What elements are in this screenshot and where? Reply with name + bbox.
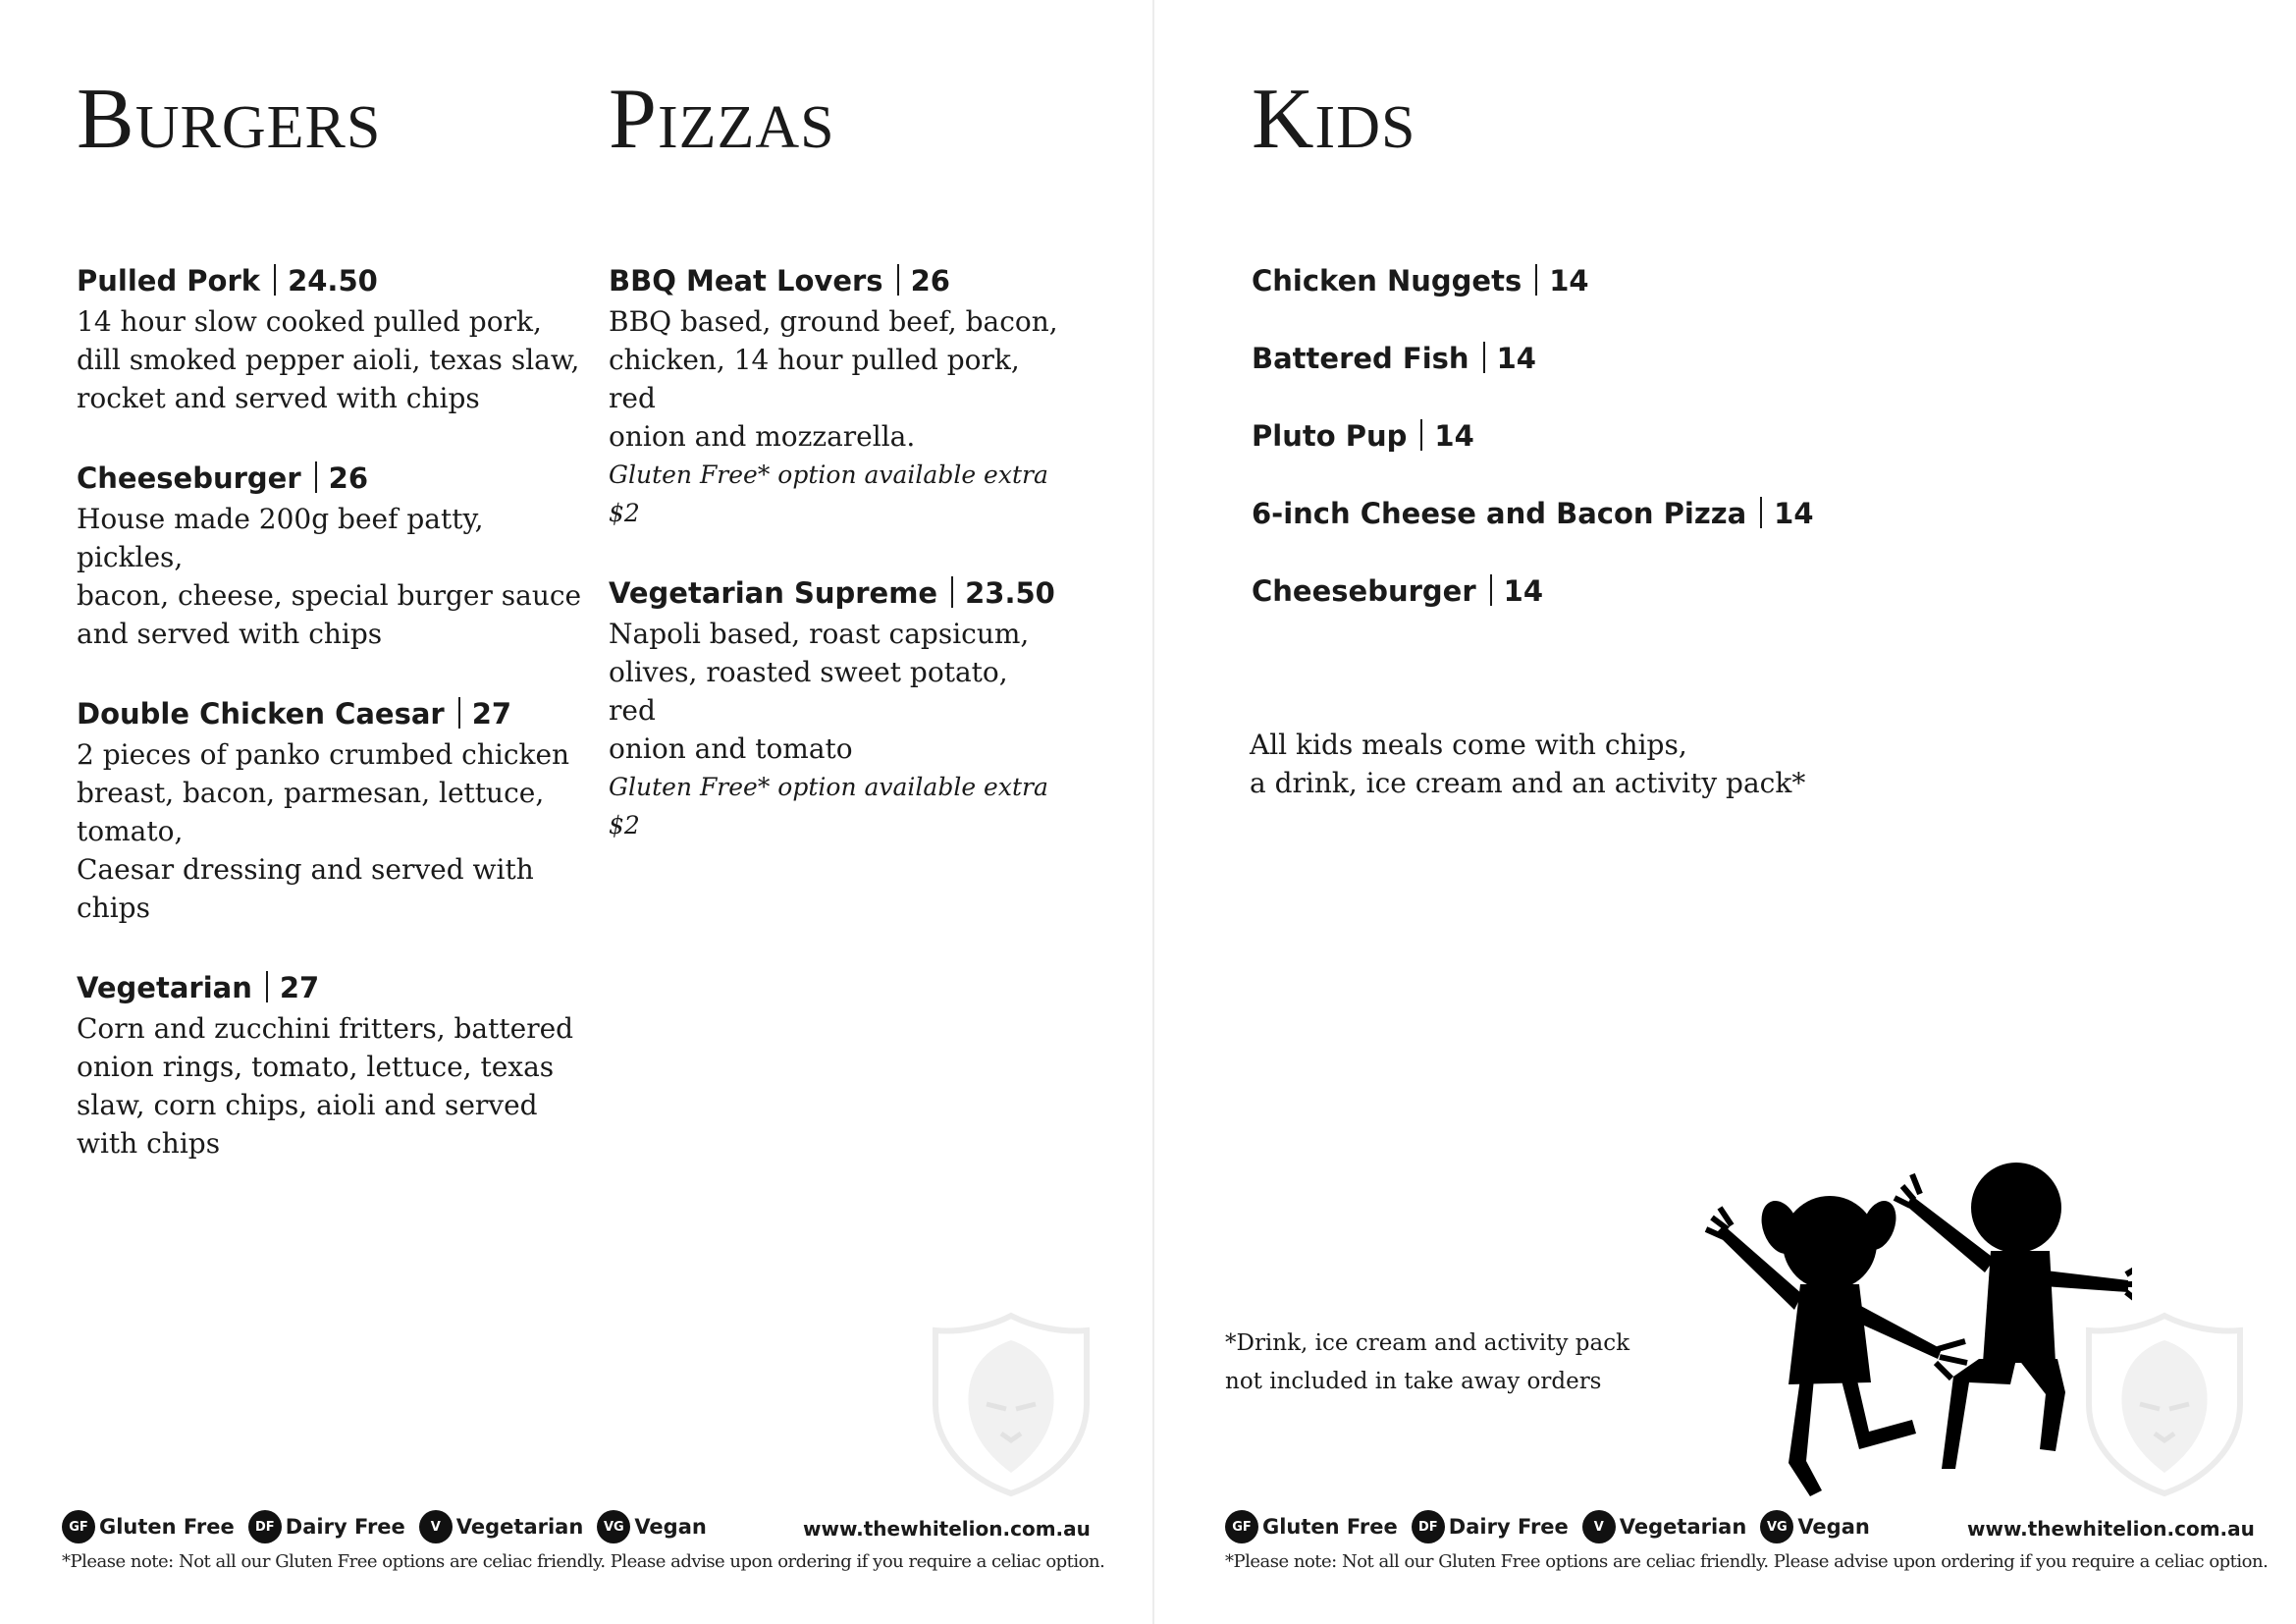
item-price: 24.50 — [288, 264, 378, 298]
burgers-heading: Burgers — [77, 72, 382, 167]
vegan-badge-icon: VG — [597, 1510, 630, 1543]
legend-item: V Vegetarian — [1582, 1510, 1747, 1543]
gluten-free-badge-icon: GF — [1225, 1510, 1258, 1543]
item-name: Cheeseburger — [1252, 574, 1476, 608]
vegetarian-badge-icon: V — [419, 1510, 453, 1543]
dairy-free-badge-icon: DF — [248, 1510, 282, 1543]
gluten-free-note: Gluten Free* option available extra $2 — [609, 460, 1048, 527]
item-price: 14 — [1503, 574, 1543, 608]
item-description: Corn and zucchini fritters, battered onion rings, tomato, lettuce, texas slaw, corn chips, aioli and served with chips — [77, 1012, 574, 1160]
item-name: Double Chicken Caesar — [77, 697, 445, 731]
item-price: 14 — [1549, 264, 1589, 298]
item-price: 14 — [1434, 419, 1474, 453]
menu-item — [1252, 569, 1939, 647]
lion-shield-watermark-icon — [928, 1311, 1095, 1497]
dairy-free-badge-icon: DF — [1412, 1510, 1445, 1543]
item-name: Vegetarian Supreme — [609, 576, 938, 610]
item-name: Chicken Nuggets — [1252, 264, 1522, 298]
menu-item — [609, 259, 1060, 532]
burgers-list — [77, 259, 587, 1202]
item-price: 14 — [1774, 497, 1814, 530]
vegan-badge-icon: VG — [1760, 1510, 1793, 1543]
item-price: 26 — [328, 461, 368, 495]
menu-item — [1252, 492, 1939, 569]
legend-item: DF Dairy Free — [248, 1510, 405, 1543]
legend-item: GF Gluten Free — [1225, 1510, 1398, 1543]
menu-item — [1252, 337, 1939, 414]
dietary-legend — [1225, 1510, 1884, 1543]
menu-item — [77, 457, 587, 653]
item-name: Cheeseburger — [77, 461, 301, 495]
pizzas-heading: Pizzas — [609, 72, 835, 167]
website-link[interactable]: www.thewhitelion.com.au — [803, 1517, 1091, 1541]
item-name: Battered Fish — [1252, 342, 1469, 375]
item-description: BBQ based, ground beef, bacon, chicken, 14 hour pulled pork, red onion and mozzarella. — [609, 305, 1058, 453]
item-price: 27 — [471, 697, 512, 731]
gluten-free-badge-icon: GF — [62, 1510, 95, 1543]
item-description: 2 pieces of panko crumbed chicken breast, bacon, parmesan, lettuce, tomato, Caesar dressing and served with chips — [77, 738, 570, 924]
menu-item — [1252, 414, 1939, 492]
gluten-free-note: Gluten Free* option available extra $2 — [609, 773, 1048, 839]
item-price: 23.50 — [965, 576, 1055, 610]
kids-jumping-silhouette-icon — [1684, 1157, 2132, 1502]
legend-item: GF Gluten Free — [62, 1510, 235, 1543]
item-price: 14 — [1496, 342, 1536, 375]
pizzas-list — [609, 259, 1060, 884]
item-name: BBQ Meat Lovers — [609, 264, 883, 298]
item-name: Pulled Pork — [77, 264, 261, 298]
website-link[interactable]: www.thewhitelion.com.au — [1967, 1517, 2255, 1541]
menu-item — [77, 966, 587, 1163]
item-name: Vegetarian — [77, 971, 252, 1004]
celiac-disclaimer: *Please note: Not all our Gluten Free options are celiac friendly. Please advise upon ordering if you require a celiac option. — [62, 1551, 1105, 1572]
menu-item — [1252, 259, 1939, 337]
menu-item — [77, 692, 587, 927]
item-price: 27 — [279, 971, 320, 1004]
legend-item: DF Dairy Free — [1412, 1510, 1569, 1543]
item-description: Napoli based, roast capsicum, olives, roasted sweet potato, red onion and tomato — [609, 618, 1030, 765]
lion-shield-watermark-icon — [2081, 1311, 2248, 1497]
item-name: 6-inch Cheese and Bacon Pizza — [1252, 497, 1747, 530]
item-name: Pluto Pup — [1252, 419, 1408, 453]
dietary-legend — [62, 1510, 721, 1543]
menu-item — [609, 571, 1060, 844]
kids-meal-note: All kids meals come with chips, a drink, ice cream and an activity pack* — [1250, 729, 1806, 799]
item-description: House made 200g beef patty, pickles, bacon, cheese, special burger sauce and served with chips — [77, 503, 582, 650]
page-divider — [1152, 0, 1154, 1624]
takeaway-note: *Drink, ice cream and activity pack not included in take away orders — [1225, 1330, 1630, 1394]
menu-item — [77, 259, 587, 417]
kids-heading: Kids — [1252, 72, 1416, 167]
legend-item: VG Vegan — [1760, 1510, 1870, 1543]
vegetarian-badge-icon: V — [1582, 1510, 1616, 1543]
item-price: 26 — [910, 264, 950, 298]
celiac-disclaimer: *Please note: Not all our Gluten Free options are celiac friendly. Please advise upon ordering if you require a celiac option. — [1225, 1551, 2269, 1572]
legend-item: V Vegetarian — [419, 1510, 584, 1543]
kids-list — [1252, 259, 1939, 647]
item-description: 14 hour slow cooked pulled pork, dill smoked pepper aioli, texas slaw, rocket and served with chips — [77, 305, 580, 414]
legend-item: VG Vegan — [597, 1510, 707, 1543]
